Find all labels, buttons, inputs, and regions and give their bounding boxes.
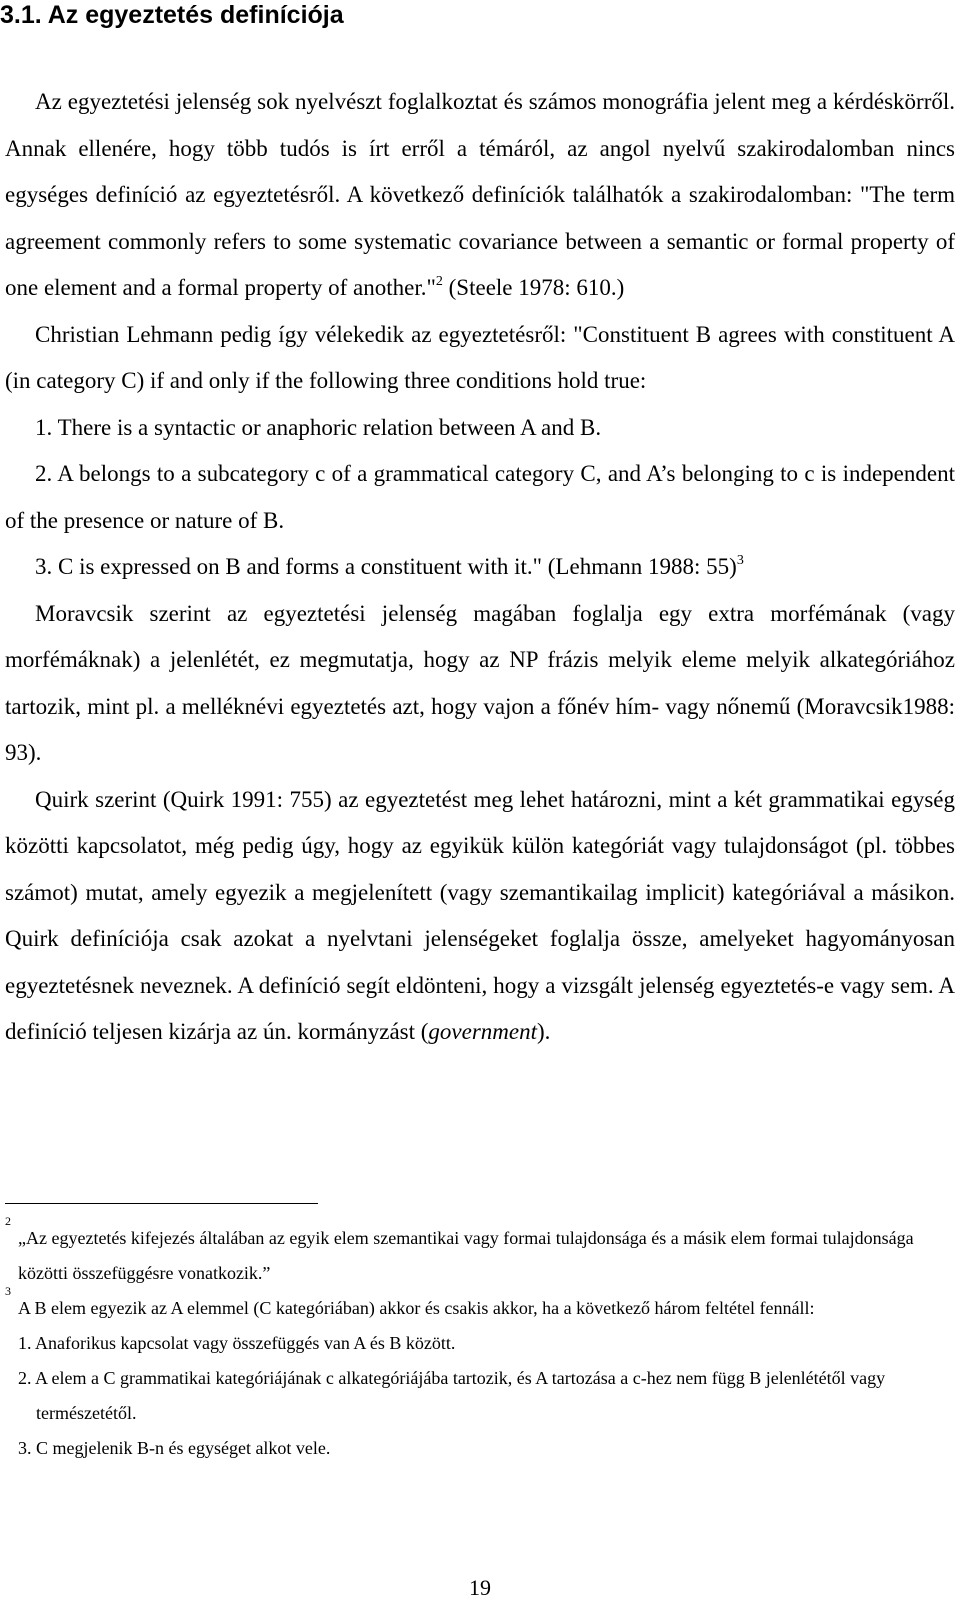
body-text: [5, 79, 955, 1056]
paragraph-lehmann: [5, 312, 955, 405]
footnote-3-item-3-text: 3. C megjelenik B-n és egységet alkot vele.: [18, 1438, 331, 1458]
citation-steele: (Steele 1978: 610.): [442, 275, 625, 300]
paragraph-text-end: ).: [536, 1019, 551, 1044]
condition-2: [5, 451, 955, 544]
footnote-3: [5, 1284, 955, 1326]
condition-2-text: 2. A belongs to a subcategory c of a grammatical category C, and A’s belonging to c is independent of the presence or nature of B.: [5, 461, 955, 533]
paragraph-moravcsik: Moravcsik szerint az egyeztetési jelenség magában foglalja egy extra morfémának (vagy morfémáknak) a jelenlétét, ez megmutatja, hogy az NP frázis melyik eleme melyik alkategóriához tartozik, mint pl. a melléknévi egyeztetés azt, hogy vajon a főnév hím- vagy nőnemű (Moravcsik1988: 93).: [5, 600, 955, 765]
footnote-3-item-1-text: 1. Anaforikus kapcsolat vagy összefüggés van A és B között.: [18, 1333, 456, 1353]
footnote-ref-2[interactable]: 2: [435, 274, 443, 289]
footnote-3-item-3: [5, 1431, 955, 1466]
footnote-2-text: „Az egyeztetés kifejezés általában az egyik elem szemantikai vagy formai tulajdonsága és a másik elem formai tulajdonsága közötti összefüggésre vonatkozik.”: [18, 1228, 914, 1283]
footnote-3-item-2-text: 2. A elem a C grammatikai kategóriájának c alkategóriájába tartozik, és A tartozása a c-hez nem függ B jelenlététől vagy természetétől.: [18, 1368, 886, 1423]
section-heading: 3.1. Az egyeztetés definíciója: [0, 1, 344, 29]
footnote-ref-3[interactable]: 3: [736, 553, 744, 568]
footnote-3-item-1: [5, 1326, 955, 1361]
page-number: 19: [469, 1575, 491, 1600]
footnote-divider: [5, 1203, 318, 1204]
footnote-3-mark: 3: [5, 1284, 11, 1298]
paragraph-text: Christian Lehmann pedig így vélekedik az egyeztetésről: "Constituent B agrees with constituent A (in category C) if and only if the following three conditions hold true:: [5, 321, 955, 393]
footnote-3-item-2: [5, 1361, 955, 1431]
footnote-2-mark: 2: [5, 1214, 11, 1228]
paragraph-text: Quirk szerint (Quirk 1991: 755) az egyeztetést meg lehet határozni, mint a két grammatikai egység közötti kapcsolatot, még pedig úgy, hogy az egyikük külön kategóriát vagy tulajdonságot (pl. többes számot) mutat, amely egyezik a megjelenített (vagy szemantikailag implicit) kategóriával a másikon. Quirk definíciója csak azokat a nyelvtani jelenségeket foglalja össze, amelyeket hagyományosan egyeztetésnek neveznek. A definíció segít eldönteni, hogy a vizsgált jelenség egyeztetés-e vagy sem. A definíció teljesen kizárja az ún. kormányzást (: [5, 786, 955, 1044]
condition-3: [5, 544, 955, 591]
paragraph-definitions: [5, 79, 955, 312]
condition-1: 1. There is a syntactic or anaphoric relation between A and B.: [35, 414, 602, 440]
paragraph-text: Az egyeztetési jelenség sok nyelvészt foglalkoztat és számos monográfia jelent meg a kérdéskörről. Annak ellenére, hogy több tudós is írt erről a témáról, az angol nyelvű szakirodalomban nincs egységes definíció az egyeztetésről. A következő definíciók találhatók a szakirodalomban: "The term agreement commonly refers to some systematic covariance between a semantic or formal property of one element and a formal property of another.": [5, 89, 955, 300]
footnotes: [5, 1214, 955, 1466]
paragraph-quirk: [5, 777, 955, 1056]
condition-3-text: 3. C is expressed on B and forms a constituent with it." (Lehmann 1988: 55): [35, 554, 737, 579]
italic-term: government: [428, 1019, 537, 1044]
footnote-2: [5, 1214, 955, 1291]
footnote-3-text: A B elem egyezik az A elemmel (C kategóriában) akkor és csakis akkor, ha a következő három feltétel fennáll:: [18, 1298, 815, 1318]
